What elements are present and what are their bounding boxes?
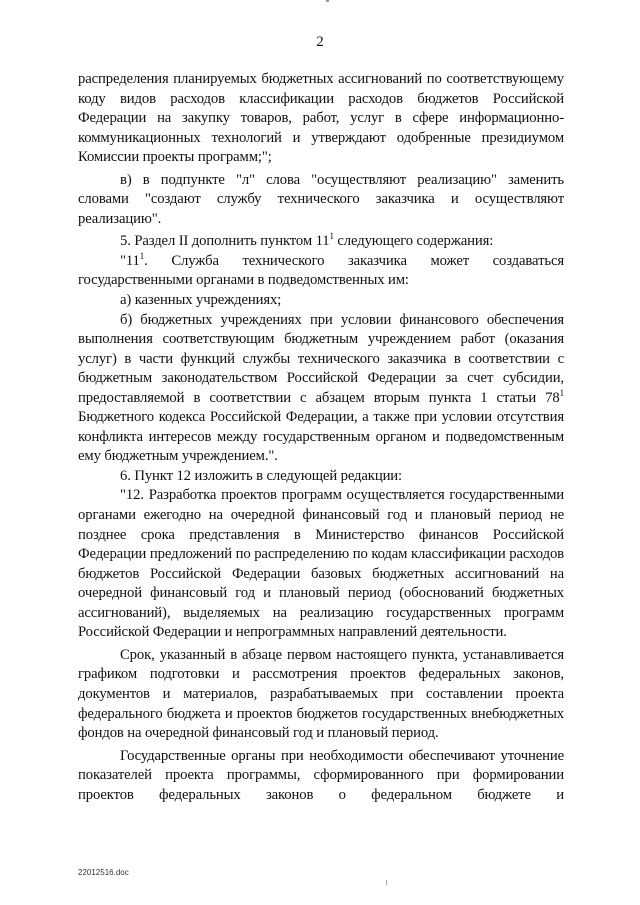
scan-mark-bottom bbox=[386, 880, 387, 885]
paragraph-7: 6. Пункт 12 изложить в следующей редакции: bbox=[120, 467, 403, 484]
paragraph-2: в) в подпункте "л" слова "осуществляют реализацию" заменить словами "создают службу технического заказчика и осуществляют реализацию". bbox=[78, 171, 564, 227]
paragraph-10: Государственные органы при необходимости обеспечивают уточнение показателей проекта программы, сформированного при формировании проектов федеральных законов о федеральном бюджете и bbox=[78, 747, 564, 803]
paragraph-3-superscript: 1 bbox=[329, 231, 334, 242]
paragraph-4-text-b: . Служба технического заказчика может создаваться государственными органами в подведомственных им: bbox=[78, 252, 564, 289]
paragraph-3-text-b: следующего содержания: bbox=[333, 233, 494, 250]
paragraph-6-text-b: Бюджетного кодекса Российской Федерации, а также при условии отсутствия конфликта интересов между государственным органом и подведомственным ему бюджетным учреждением.". bbox=[78, 409, 564, 465]
paragraph-4 bbox=[78, 252, 564, 291]
paragraph-6-text-a: б) бюджетных учреждениях при условии финансового обеспечения выполнения соответствующим бюджетным учреждением работ (оказания услуг) в части функций службы технического заказчика в соответствии с бюджетным законодательством Российской Федерации за счет субсидии, предоставляемой в соответствии с абзацем вторым пункта 1 статьи 78 bbox=[78, 311, 564, 406]
paragraph-6 bbox=[78, 311, 564, 467]
paragraph-4-superscript: 1 bbox=[139, 251, 145, 262]
paragraph-1: распределения планируемых бюджетных ассигнований по соответствующему коду видов расходов классификации расходов бюджетов Российской Федерации на закупку товаров, работ, услуг в сфере информационно-коммуникационных технологий и утверждают одобренные президиумом Комиссии проекты программ;"; bbox=[78, 71, 564, 166]
page-number: 2 bbox=[316, 34, 324, 50]
paragraph-3-text-a: 5. Раздел II дополнить пунктом 11 bbox=[120, 233, 330, 250]
document-body bbox=[78, 70, 564, 805]
paragraph-9: Срок, указанный в абзаце первом настоящего пункта, устанавливается графиком подготовки и рассмотрения проектов федеральных законов, документов и материалов, разрабатываемых при составлении проекта федерального бюджета и проектов бюджетов государственных внебюджетных фондов на очередной финансовый год и плановый период. bbox=[78, 646, 564, 742]
paragraph-3 bbox=[78, 232, 564, 252]
paragraph-4-text-a: "11 bbox=[120, 252, 140, 269]
scan-mark-top bbox=[326, 0, 329, 2]
paragraph-6-superscript: 1 bbox=[559, 387, 564, 398]
document-filename: 22012516.doc bbox=[78, 868, 129, 877]
paragraph-8: "12. Разработка проектов программ осуществляется государственными органами ежегодно на очередной финансовый год и плановый период не позднее срока представления в Министерство финансов Российской Федерации предложений по распределению по кодам классификации расходов бюджетов Российской Федерации базовых бюджетных ассигнований на очередной финансовый год и плановый период (обоснований бюджетных ассигнований), выделяемых на реализацию государственных программ Российской Федерации и непрограммных направлений деятельности. bbox=[78, 487, 564, 641]
paragraph-5: а) казенных учреждениях; bbox=[120, 292, 282, 309]
